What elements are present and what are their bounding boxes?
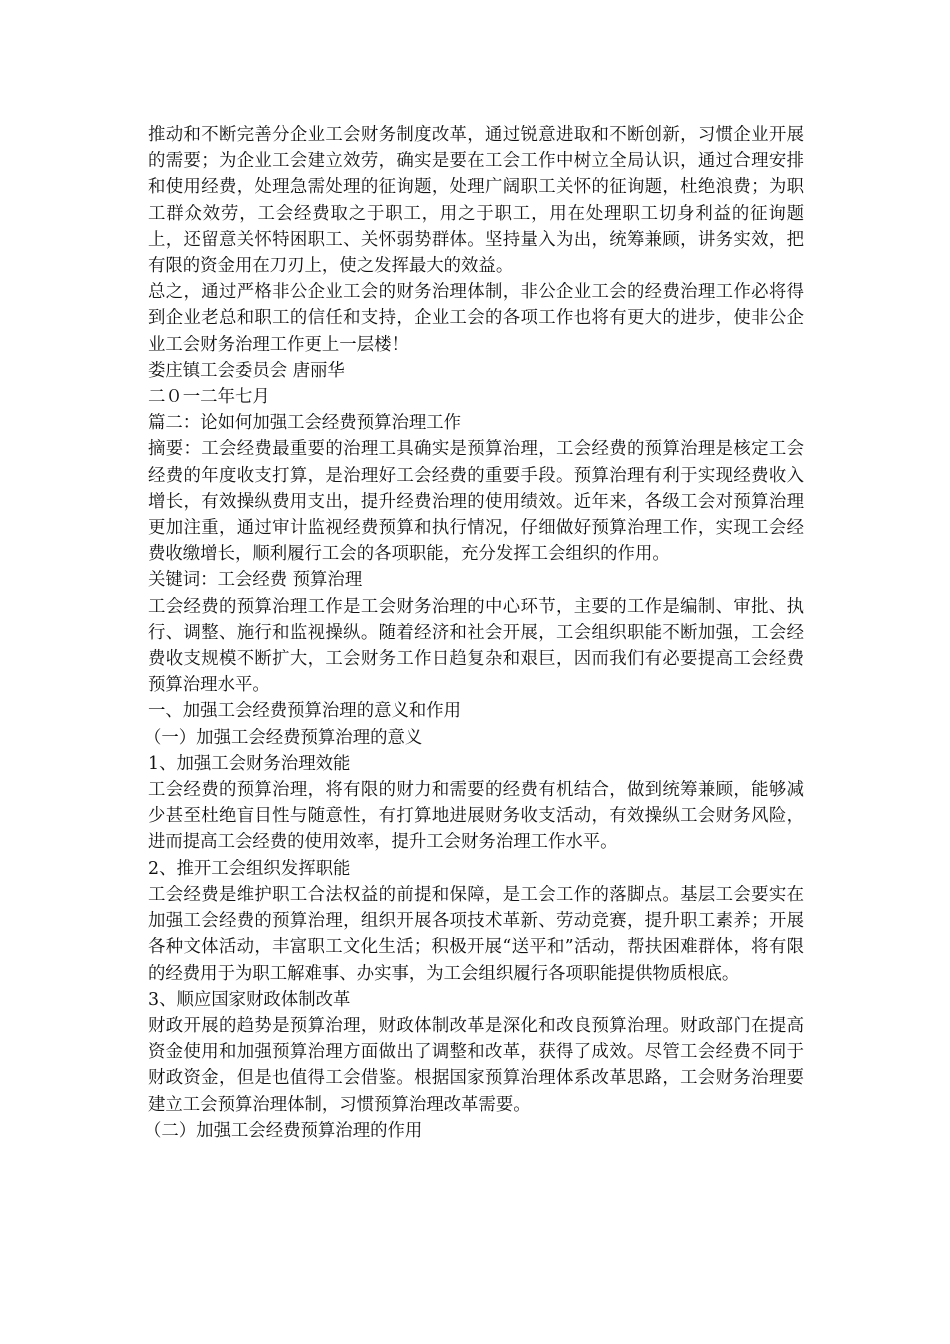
item-heading-2: 2、推开工会组织发挥职能 [148,858,351,879]
subsection-heading-1-2: （二）加强工会经费预算治理的作用 [144,1120,423,1141]
intro-paragraph: 工会经费的预算治理工作是工会财务治理的中心环节，主要的工作是编制、审批、执行、调整、施行和监视操纵。随着经济和社会开展，工会组织职能不断加强，工会经费收支规模不断扩大，工会财务工作日趋复杂和艰巨，因而我们有必要提高工会经费预算治理水平。 [148,596,804,696]
article-title: 篇二：论如何加强工会经费预算治理工作 [148,413,462,434]
item-heading-3: 3、顺应国家财政体制改革 [148,989,351,1010]
paragraph-conclusion: 总之，通过严格非公企业工会的财务治理体制，非公企业工会的经费治理工作必将得到企业老总和职工的信任和支持，企业工会的各项工作也将有更大的进步，使非公企业工会财务治理工作更上一层楼！ [148,282,804,355]
section-heading-1: 一、加强工会经费预算治理的意义和作用 [148,701,462,722]
item-paragraph-3: 财政开展的趋势是预算治理，财政体制改革是深化和改良预算治理。财政部门在提高资金使用和加强预算治理方面做出了调整和改革，获得了成效。尽管工会经费不同于财政资金，但是也值得工会借鉴。根据国家预算治理体系改革思路，工会财务治理要建立工会预算治理体制，习惯预算治理改革需要。 [148,1015,804,1115]
paragraph-reform: 推动和不断完善分企业工会财务制度改革，通过锐意进取和不断创新，习惯企业开展的需要；为企业工会建立效劳，确实是要在工会工作中树立全局认识，通过合理安排和使用经费，处理急需处理的征询题，处理广阔职工关怀的征询题，杜绝浪费；为职工群众效劳，工会经费取之于职工，用之于职工，用在处理职工切身利益的征询题上，还留意关怀特困职工、关怀弱势群体。坚持量入为出，统筹兼顾，讲务实效，把有限的资金用在刀刃上，使之发挥最大的效益。 [148,125,804,277]
item-paragraph-1: 工会经费的预算治理，将有限的财力和需要的经费有机结合，做到统筹兼顾，能够减少甚至杜绝盲目性与随意性，有打算地进展财务收支活动，有效操纵工会财务风险，进而提高工会经费的使用效率，提升工会财务治理工作水平。 [148,780,804,853]
item-heading-1: 1、加强工会财务治理效能 [148,753,351,774]
subsection-heading-1-1: （一）加强工会经费预算治理的意义 [144,727,423,748]
signature: 娄庄镇工会委员会 唐丽华 [148,360,345,381]
document-body [144,122,804,1144]
date-line: 二０一二年七月 [148,387,270,408]
abstract-paragraph: 摘要：工会经费最重要的治理工具确实是预算治理，工会经费的预算治理是核定工会经费的年度收支打算，是治理好工会经费的重要手段。预算治理有利于实现经费收入增长，有效操纵费用支出，提升经费治理的使用绩效。近年来，各级工会对预算治理更加注重，通过审计监视经费预算和执行情况，仔细做好预算治理工作，实现工会经费收缴增长，顺利履行工会的各项职能，充分发挥工会组织的作用。 [148,439,804,565]
item-paragraph-2: 工会经费是维护职工合法权益的前提和保障，是工会工作的落脚点。基层工会要实在加强工会经费的预算治理，组织开展各项技术革新、劳动竞赛，提升职工素养；开展各种文体活动，丰富职工文化生活；积极开展“送平和”活动，帮扶困难群体，将有限的经费用于为职工解难事、办实事，为工会组织履行各项职能提供物质根底。 [148,884,804,984]
keywords-line: 关键词：工会经费 预算治理 [148,570,363,591]
